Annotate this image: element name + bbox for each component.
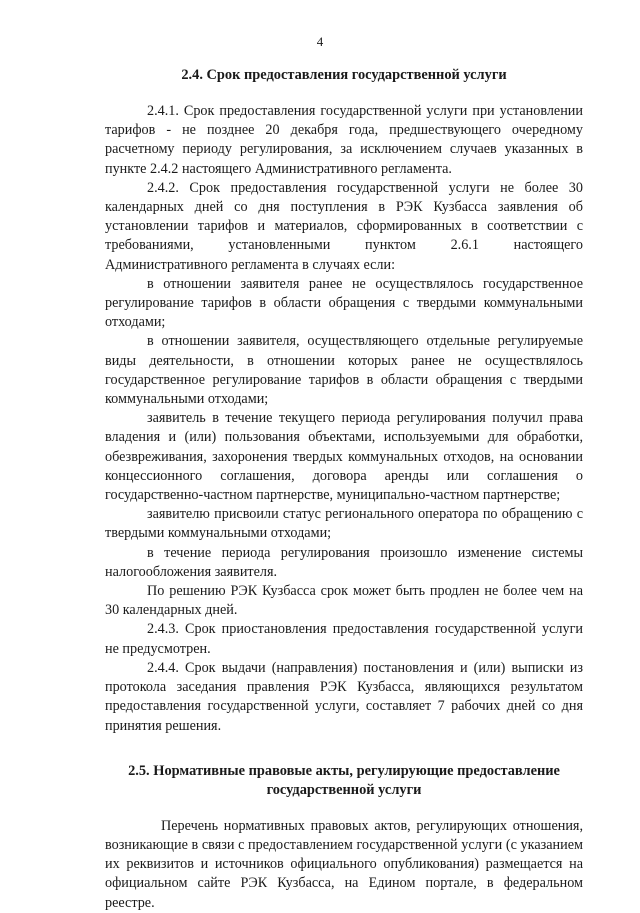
paragraph-extension: По решению РЭК Кузбасса срок может быть продлен не более чем на 30 календарных дней.	[105, 583, 583, 619]
paragraph-2-4-4: 2.4.4. Срок выдачи (направления) постановления и (или) выписки из протокола заседания правления РЭК Кузбасса, являющихся результатом предоставления государственной услуги, составляет 7 рабочих дней со дня принятия решения.	[105, 659, 583, 734]
paragraph-2-4-2: 2.4.2. Срок предоставления государственной услуги не более 30 календарных дней со дня поступления в РЭК Кузбасса заявления об установлении тарифов и материалов, сформированных в соответствии с требованиями, установленными пунктом 2.6.1 настоящего Административного регламента в случаях если:	[105, 179, 583, 273]
paragraph-2-4-3: 2.4.3. Срок приостановления предоставления государственной услуги не предусмотрен.	[105, 621, 583, 657]
section-heading-2-5-line1: 2.5. Нормативные правовые акты, регулирующие предоставление	[128, 762, 560, 779]
paragraph-2-5-list: Перечень нормативных правовых актов, регулирующих отношения, возникающие в связи с предоставлением государственной услуги (с указанием их реквизитов и источников официального опубликования) размещается на официальном сайте РЭК Кузбасса, на Едином портале, в федеральном реестре.	[105, 817, 583, 911]
list-item-case-5: в течение периода регулирования произошло изменение системы налогообложения заявителя.	[105, 544, 583, 580]
list-item-case-3: заявитель в течение текущего периода регулирования получил права владения и (или) пользования объектами, используемыми для обработки, обезвреживания, захоронения твердых коммунальных отходов, на основании концессионного соглашения, договора аренды или соглашения о государственно-частном партнерстве, муниципально-частном партнерстве;	[105, 410, 583, 504]
section-heading-2-5-line2: государственной услуги	[266, 781, 422, 798]
list-item-case-2: в отношении заявителя, осуществляющего отдельные регулируемые виды деятельности, в отношении которых ранее не осуществлялось государственное регулирование тарифов в области обращения с твердыми коммунальными отходами;	[105, 333, 583, 408]
list-item-case-1: в отношении заявителя ранее не осуществлялось государственное регулирование тарифов в области обращения с твердыми коммунальными отходами;	[105, 275, 583, 331]
page-number: 4	[316, 34, 324, 49]
section-heading-2-4: 2.4. Срок предоставления государственной услуги	[181, 67, 507, 83]
document-body	[105, 66, 583, 913]
section-heading-2-5	[105, 762, 583, 800]
list-item-case-4: заявителю присвоили статус регионального оператора по обращению с твердыми коммунальными отходами;	[105, 506, 583, 542]
paragraph-2-4-1: 2.4.1. Срок предоставления государственной услуги при установлении тарифов - не позднее 20 декабря года, предшествующего очередному расчетному периоду регулирования, за исключением случаев указанных в пункте 2.4.2 настоящего Административного регламента.	[105, 103, 583, 177]
